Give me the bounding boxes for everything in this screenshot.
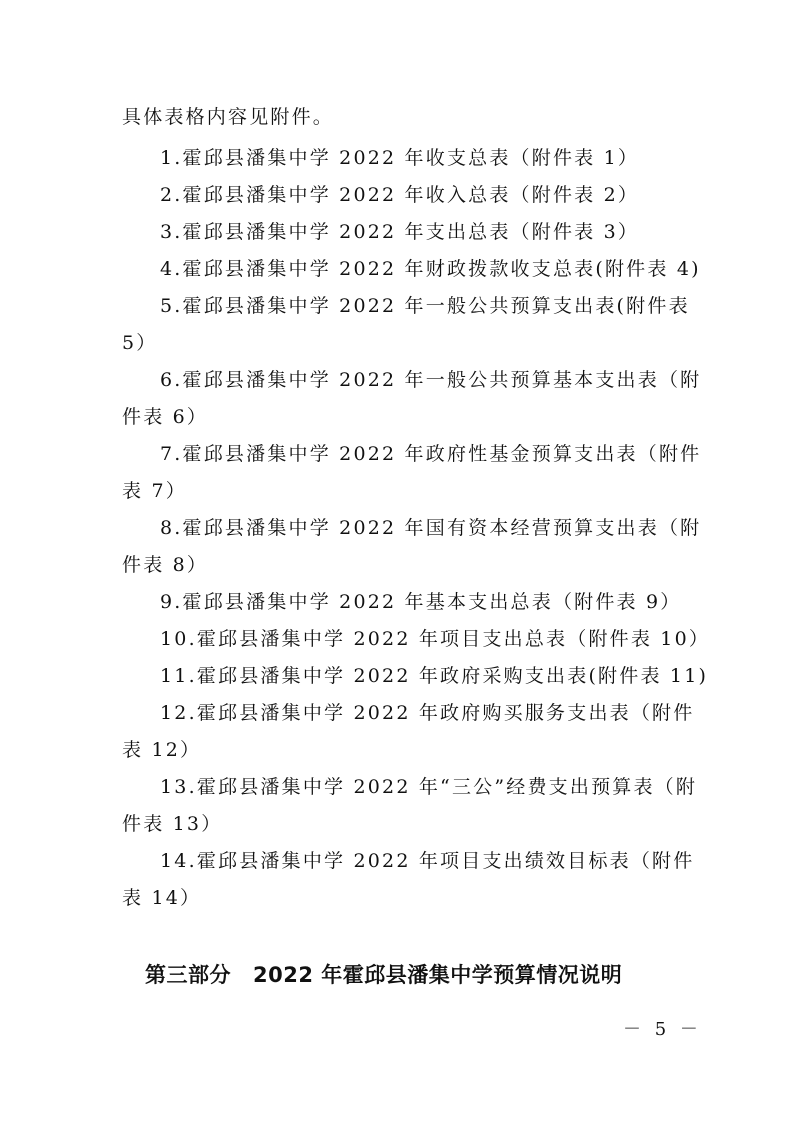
attachment-item-3: 3.霍邱县潘集中学 2022 年支出总表（附件表 3）: [160, 221, 640, 243]
attachment-item-9: 9.霍邱县潘集中学 2022 年基本支出总表（附件表 9）: [160, 591, 682, 613]
attachment-item-14: 14.霍邱县潘集中学 2022 年项目支出绩效目标表（附件: [160, 850, 695, 872]
section-heading: [145, 961, 622, 989]
section-heading-title: 2022 年霍邱县潘集中学预算情况说明: [253, 963, 623, 987]
attachment-item-12-continued: 表 12）: [122, 739, 202, 761]
section-heading-part: 第三部分: [145, 963, 231, 987]
attachment-item-12: 12.霍邱县潘集中学 2022 年政府购买服务支出表（附件: [160, 702, 695, 724]
attachment-item-6: 6.霍邱县潘集中学 2022 年一般公共预算基本支出表（附: [160, 369, 702, 391]
attachment-item-11: 11.霍邱县潘集中学 2022 年政府采购支出表(附件表 11): [160, 665, 709, 687]
attachment-item-6-continued: 件表 6）: [122, 406, 209, 428]
attachment-item-13: 13.霍邱县潘集中学 2022 年“三公”经费支出预算表（附: [160, 776, 698, 798]
attachment-item-7: 7.霍邱县潘集中学 2022 年政府性基金预算支出表（附件: [160, 443, 702, 465]
attachment-item-2: 2.霍邱县潘集中学 2022 年收入总表（附件表 2）: [160, 184, 640, 206]
attachment-item-8: 8.霍邱县潘集中学 2022 年国有资本经营预算支出表（附: [160, 517, 702, 539]
attachment-item-5: 5.霍邱县潘集中学 2022 年一般公共预算支出表(附件表: [160, 295, 690, 317]
attachment-item-8-continued: 件表 8）: [122, 554, 209, 576]
intro-text: 具体表格内容见附件。: [122, 106, 335, 128]
attachment-item-1: 1.霍邱县潘集中学 2022 年收支总表（附件表 1）: [160, 147, 640, 169]
attachment-item-14-continued: 表 14）: [122, 887, 202, 909]
attachment-item-4: 4.霍邱县潘集中学 2022 年财政拨款收支总表(附件表 4): [160, 258, 701, 280]
attachment-item-5-continued: 5）: [122, 332, 158, 354]
page-number: － 5 －: [623, 1019, 702, 1040]
attachment-item-13-continued: 件表 13）: [122, 813, 223, 835]
attachment-item-10: 10.霍邱县潘集中学 2022 年项目支出总表（附件表 10）: [160, 628, 711, 650]
attachment-item-7-continued: 表 7）: [122, 480, 187, 502]
